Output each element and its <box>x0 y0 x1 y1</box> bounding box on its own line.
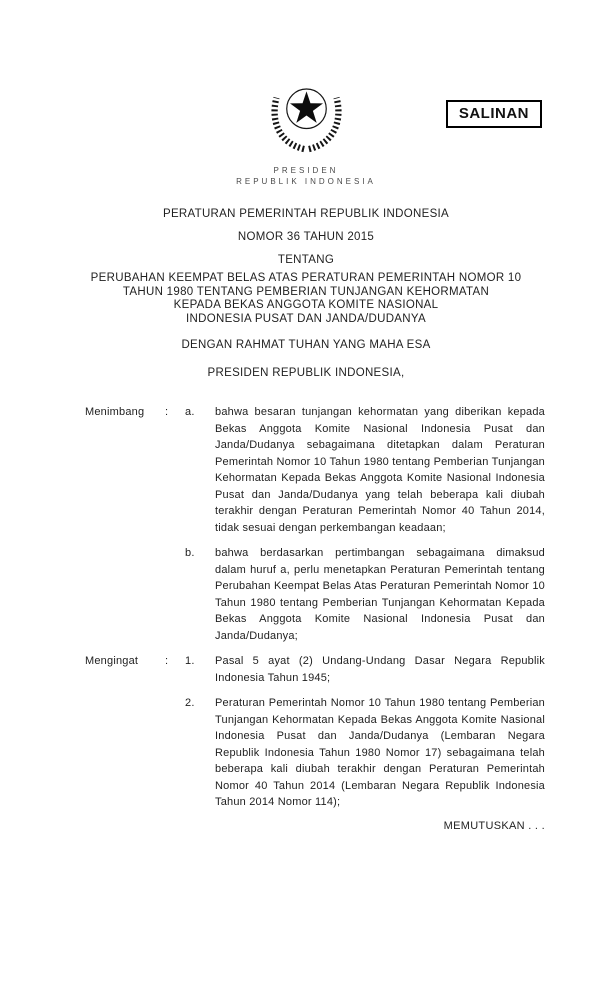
garuda-star-wreath-icon <box>259 74 354 158</box>
subject-line: PERUBAHAN KEEMPAT BELAS ATAS PERATURAN PEMERINTAH NOMOR 10 <box>90 272 522 284</box>
presidential-emblem <box>0 0 612 158</box>
letterhead-presiden: PRESIDEN <box>273 166 339 175</box>
regulation-number: NOMOR 36 TAHUN 2015 <box>237 231 375 243</box>
considering-item-b <box>85 545 612 644</box>
item-marker: a. <box>185 406 195 418</box>
tentang-label: TENTANG <box>277 254 335 266</box>
salinan-label: SALINAN <box>458 105 529 122</box>
considering-colon: : <box>165 406 169 418</box>
item-text: bahwa besaran tunjangan kehormatan yang diberikan kepada Bekas Anggota Komite Nasional Indonesia Pusat dan Janda/Dudanya sebagaimana ditetapkan dalam Peraturan Pemerintah Nomor 10 Tahun 1980 tentang Pemberian Tunjangan Kehormatan Kepada Bekas Anggota Komite Nasional Indonesia Pusat dan Janda/Dudanya yang telah beberapa kali diubah terakhir dengan Peraturan Pemerintah Nomor 40 Tahun 2014, tidak sesuai dengan perkembangan keadaan; <box>215 406 546 534</box>
document-body <box>0 404 612 832</box>
item-marker: 2. <box>185 697 195 709</box>
subject-line: KEPADA BEKAS ANGGOTA KOMITE NASIONAL <box>173 299 439 311</box>
item-text: Pasal 5 ayat (2) Undang-Undang Dasar Negara Republik Indonesia Tahun 1945; <box>215 655 545 684</box>
recalling-label: Mengingat <box>85 655 139 667</box>
recalling-item-1 <box>85 653 612 686</box>
item-text: bahwa berdasarkan pertimbangan sebagaimana dimaksud dalam huruf a, perlu menetapkan Peraturan Pemerintah tentang Perubahan Keempat Belas Atas Peraturan Pemerintah Nomor 10 Tahun 1980 tentang Pemberian Tunjangan Kehormatan Kepada Bekas Anggota Komite Nasional Indonesia Pusat dan Janda/Dudanya; <box>215 547 545 642</box>
considering-label: Menimbang <box>85 406 145 418</box>
subject-line: TAHUN 1980 TENTANG PEMBERIAN TUNJANGAN KEHORMATAN <box>122 285 490 298</box>
grace-clause: DENGAN RAHMAT TUHAN YANG MAHA ESA <box>181 339 431 351</box>
recalling-item-2 <box>85 695 612 811</box>
considering-item-a <box>85 404 612 536</box>
letterhead <box>0 165 612 187</box>
item-marker: 1. <box>185 655 195 667</box>
issuer-line: PRESIDEN REPUBLIK INDONESIA, <box>207 367 405 379</box>
salinan-stamp <box>446 100 542 128</box>
letterhead-republik-indonesia: REPUBLIK INDONESIA <box>236 177 376 186</box>
recalling-colon: : <box>165 655 169 667</box>
regulation-subject <box>0 272 612 326</box>
subject-line: INDONESIA PUSAT DAN JANDA/DUDANYA <box>186 312 426 325</box>
item-marker: b. <box>185 547 195 559</box>
item-text: Peraturan Pemerintah Nomor 10 Tahun 1980 tentang Pemberian Tunjangan Kehormatan Kepada Bekas Anggota Komite Nasional Indonesia Pusat dan Janda/Dudanya (Lembaran Negara Republik Indonesia Tahun 1980 Nomor 17) sebagaimana telah beberapa kali diubah terakhir dengan Peraturan Pemerintah Nomor 40 Tahun 2014 (Lembaran Negara Republik Indonesia Tahun 2014 Nomor 114); <box>215 697 545 808</box>
regulation-title: PERATURAN PEMERINTAH REPUBLIK INDONESIA <box>162 208 450 220</box>
page-continuation-marker: MEMUTUSKAN . . . <box>443 819 545 832</box>
